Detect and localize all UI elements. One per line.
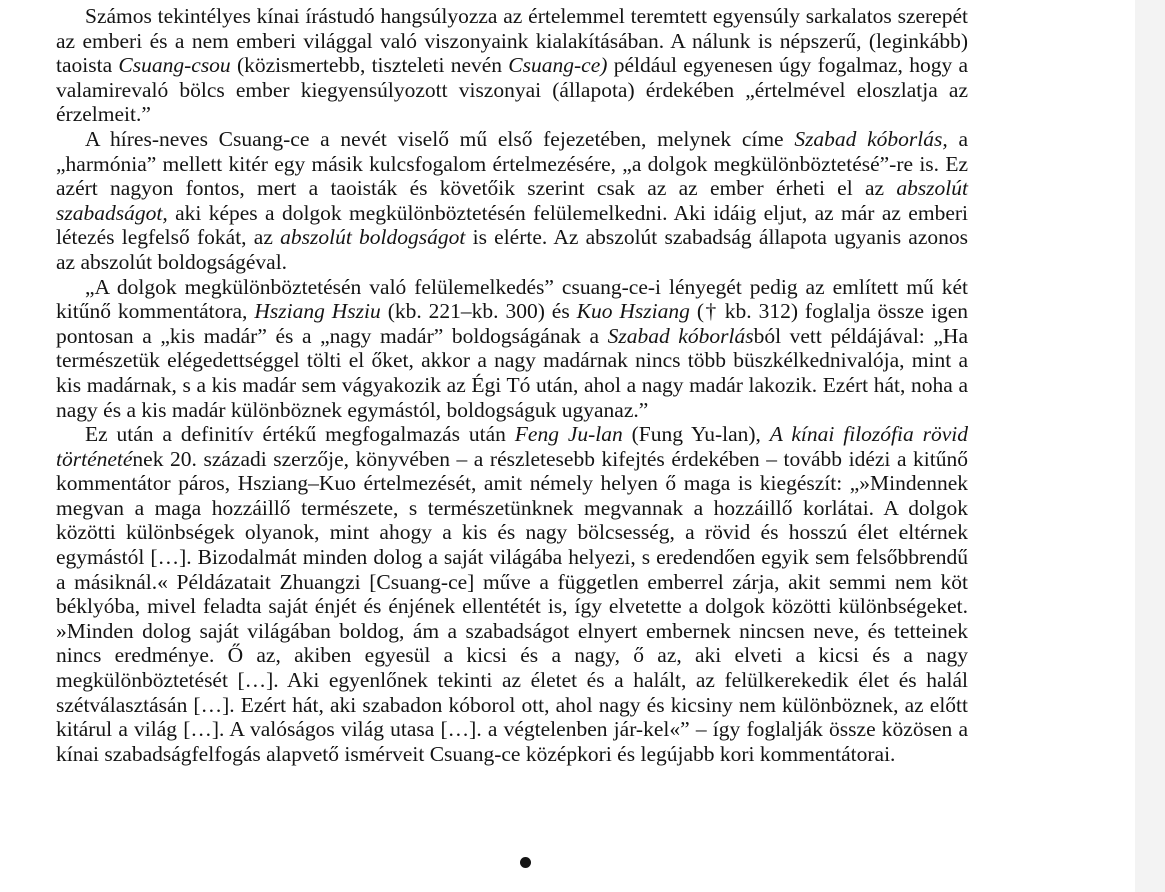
italic-segment: Csuang-csou bbox=[118, 53, 231, 78]
italic-segment: A kínai filozófia rövid történeté bbox=[56, 422, 968, 471]
paragraph-3 bbox=[56, 275, 968, 423]
text-segment: például egyenesen úgy fogalmaz, hogy a valamirevaló bölcs ember kiegyensúlyozott viszonyai (állapota) érdekében „értelmével eloszlatja az érzelmeit.” bbox=[56, 53, 969, 127]
paragraph-1 bbox=[56, 4, 968, 127]
paragraph-2 bbox=[56, 127, 968, 275]
text-segment: nek 20. századi szerzője, könyvében – a részletesebb kifejtés érdekében – tovább idézi a kitűnő kommentátor páros, Hsziang–Kuo értelmezését, amit némely helyen ő maga is kiegészít: „»Mindennek megvan a maga hozzáillő természete, s természetünknek megvannak a hozzáillő korlátai. A dolgok közötti különbségek olyanok, mint ahogy a kis és nagy bölcsesség, a rövid és hosszú élet eltérnek egymástól […]. Bizodalmát minden dolog a saját világába helyezi, s eredendően egyik sem felsőbbrendű a másiknál.« Példázatait Zhuangzi [Csuang-ce] műve a független emberrel zárja, akit semmi nem köt béklyóba, mivel feladta saját énjét és énjének ellentétét is, így elvetette a dolgok közötti különbségeket. »Minden dolog saját világában boldog, ám a szabadságot elnyert embernek nincsen neve, és tetteinek nincs eredménye. Ő az, akiben egyesül a kicsi és a nagy, ő az, aki elveti a kicsi és a nagy megkülönböztetését […]. Aki egyenlőnek tekinti az életet és a halált, az felülkerekedik élet és halál szétválasztásán […]. Ezért hát, aki szabadon kóborol ott, ahol nagy és kicsiny nem különböznek, az előtt kitárul a világ […]. A valóságos világ utasa […]. a végtelenben jár-kel«” – így foglalják össze közösen a kínai szabadságfelfogás alapvető ismérveit Csuang-ce középkori és legújabb kori kommentátorai. bbox=[56, 446, 968, 766]
text-segment: (közismertebb, tiszteleti nevén bbox=[230, 53, 509, 78]
italic-segment: abszolút boldogságot bbox=[280, 225, 466, 250]
italic-segment: Hsziang Hsziu bbox=[254, 299, 381, 324]
text-segment: A híres-neves Csuang-ce a nevét viselő mű első fejezetében, melynek címe bbox=[85, 126, 795, 151]
bullet-dot-icon bbox=[520, 857, 531, 868]
text-segment: Ez után a definitív értékű megfogalmazás után bbox=[85, 422, 515, 447]
page-edge-strip bbox=[1135, 0, 1165, 892]
paragraph-4 bbox=[56, 422, 968, 766]
document-page bbox=[56, 4, 968, 766]
italic-segment: Csuang-ce) bbox=[508, 53, 608, 78]
text-segment: (Fung Yu-lan), bbox=[622, 422, 770, 447]
italic-segment: Szabad kóborlás bbox=[607, 323, 754, 348]
text-segment: Számos tekintélyes kínai írástudó hangsúlyozza az értelemmel teremtett egyensúly sarkalatos szerepét az emberi és a nem emberi világgal való viszonyaink kialakításában. A nálunk is népszerű, (leginkább) taoista bbox=[56, 4, 968, 78]
text-segment: is elérte. Az abszolút szabadság állapota ugyanis azonos az abszolút boldogságéval. bbox=[56, 225, 968, 274]
text-segment: ból vett példájával: „Ha természetük elégedettséggel tölti el őket, akkor a nagy madárnak nincs több büszkélkednivalója, mint a kis madárnak, s a kis madár sem vágyakozik az Égi Tó után, ahol a nagy madár lakozik. Ezért hát, noha a nagy és a kis madár különböznek egymástól, boldogságuk ugyanaz.” bbox=[56, 323, 968, 422]
italic-segment: Kuo Hsziang bbox=[576, 299, 690, 324]
italic-segment: Szabad kóborlás, bbox=[794, 126, 948, 151]
text-segment: aki képes a dolgok megkülönböztetésén felülemelkedni. Aki idáig eljut, az már az emberi létezés legfelső fokát, az bbox=[56, 200, 968, 250]
italic-segment: Feng Ju-lan bbox=[514, 422, 623, 447]
text-segment: (kb. 221–kb. 300) és bbox=[380, 299, 577, 324]
text-segment: († kb. 312) foglalja össze igen pontosan a „kis madár” és a „nagy madár” boldogságának a bbox=[56, 299, 969, 348]
italic-segment: abszolút szabadságot, bbox=[56, 176, 968, 225]
text-segment: „A dolgok megkülönböztetésén való felülemelkedés” csuang-ce-i lényegét pedig az említett mű két kitűnő kommentátora, bbox=[56, 274, 968, 324]
text-segment: a „harmónia” mellett kitér egy másik kulcsfogalom értelmezésére, „a dolgok megkülönböztetésé”-re is. Ez azért nagyon fontos, mert a taoisták és követőik szerint csak az az ember érheti el az bbox=[56, 126, 969, 201]
